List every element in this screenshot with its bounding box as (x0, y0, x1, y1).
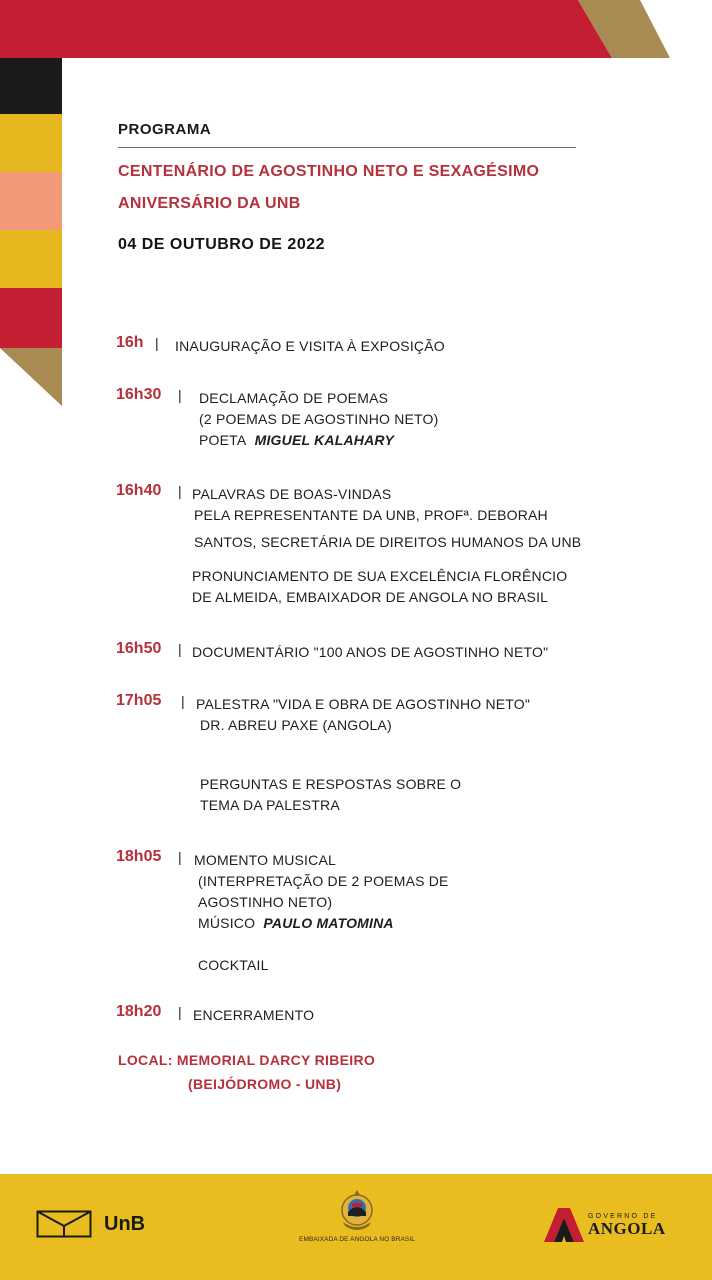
stripe-salmon (0, 172, 62, 230)
description-line: SANTOS, SECRETÁRIA DE DIREITOS HUMANOS DA UNB (194, 534, 582, 550)
performer-role: POETA (199, 432, 247, 448)
schedule-time: 16h (116, 334, 144, 351)
extra-line: DE ALMEIDA, EMBAIXADOR DE ANGOLA NO BRASIL (192, 589, 549, 605)
time-separator: | (155, 335, 159, 351)
schedule-description (193, 1005, 314, 1026)
governo-angola-text (588, 1213, 666, 1237)
time-separator: | (178, 849, 182, 865)
time-separator: | (178, 641, 182, 657)
time-separator: | (178, 387, 182, 403)
description-line: DECLAMAÇÃO DE POEMAS (199, 390, 389, 406)
schedule-extra (198, 955, 269, 976)
extra-line: COCKTAIL (198, 957, 269, 973)
performer-line (194, 913, 449, 934)
schedule-description (196, 694, 530, 736)
event-title-line-1: CENTENÁRIO DE AGOSTINHO NETO E SEXAGÉSIMO (118, 163, 540, 180)
schedule-time: 18h05 (116, 848, 162, 865)
location-line-1: LOCAL: MEMORIAL DARCY RIBEIRO (118, 1052, 376, 1068)
unb-logo (36, 1210, 145, 1238)
schedule-time: 17h05 (116, 692, 162, 709)
footer-logo-bar (0, 1174, 712, 1280)
embassy-logo (292, 1188, 422, 1243)
description-line: PELA REPRESENTANTE DA UNB, PROFª. DEBORAH (194, 507, 548, 523)
programa-label: PROGRAMA (118, 121, 212, 138)
stripe-red (0, 288, 62, 348)
schedule-extra (200, 774, 461, 816)
description-line: MOMENTO MUSICAL (194, 852, 336, 868)
schedule-description (175, 336, 445, 357)
performer-role: MÚSICO (198, 915, 256, 931)
top-color-band (0, 0, 712, 58)
performer-name: MIGUEL KALAHARY (254, 432, 394, 448)
description-line: (INTERPRETAÇÃO DE 2 POEMAS DE (198, 873, 449, 889)
schedule-time: 16h30 (116, 386, 162, 403)
stripe-black (0, 58, 62, 114)
embassy-label: EMBAIXADA DE ANGOLA NO BRASIL (299, 1236, 415, 1243)
schedule-description (199, 388, 439, 451)
extra-line: TEMA DA PALESTRA (200, 797, 340, 813)
stripe-gold-triangle (0, 348, 62, 406)
schedule-time: 18h20 (116, 1003, 162, 1020)
schedule-description (192, 642, 548, 663)
side-color-stripes (0, 58, 62, 406)
governo-angola-emblem-icon (544, 1206, 584, 1244)
header-divider (118, 147, 576, 148)
extra-line: PERGUNTAS E RESPOSTAS SOBRE O (200, 776, 462, 792)
description-line: DR. ABREU PAXE (ANGOLA) (200, 717, 392, 733)
performer-line (199, 430, 439, 451)
schedule-description (192, 484, 581, 553)
description-line: DOCUMENTÁRIO "100 ANOS DE AGOSTINHO NETO" (192, 644, 549, 660)
description-line: (2 POEMAS DE AGOSTINHO NETO) (199, 411, 439, 427)
unb-envelope-icon (36, 1210, 92, 1238)
angola-coat-of-arms-icon (337, 1188, 377, 1234)
governo-label: GOVERNO DE (588, 1213, 658, 1220)
description-line: INAUGURAÇÃO E VISITA À EXPOSIÇÃO (175, 338, 445, 354)
schedule-extra (192, 566, 567, 608)
event-location (118, 1048, 375, 1096)
governo-angola-logo (544, 1206, 666, 1244)
stripe-yellow-1 (0, 114, 62, 172)
event-title-line-2: ANIVERSÁRIO DA UNB (118, 195, 301, 212)
description-line: AGOSTINHO NETO) (198, 894, 333, 910)
unb-label: UnB (104, 1212, 146, 1235)
time-separator: | (178, 1004, 182, 1020)
description-line: PALESTRA "VIDA E OBRA DE AGOSTINHO NETO" (196, 696, 531, 712)
schedule-time: 16h50 (116, 640, 162, 657)
description-line: PALAVRAS DE BOAS-VINDAS (192, 486, 392, 502)
stripe-yellow-2 (0, 230, 62, 288)
location-line-2: (BEIJÓDROMO - UNB) (188, 1076, 342, 1092)
performer-name: PAULO MATOMINA (263, 915, 394, 931)
schedule-time: 16h40 (116, 482, 162, 499)
description-line: ENCERRAMENTO (193, 1007, 315, 1023)
event-date: 04 DE OUTUBRO DE 2022 (118, 236, 326, 253)
time-separator: | (181, 693, 185, 709)
schedule-description (194, 850, 449, 934)
top-band-red (0, 0, 612, 58)
angola-label: ANGOLA (588, 1219, 666, 1238)
time-separator: | (178, 483, 182, 499)
extra-line: PRONUNCIAMENTO DE SUA EXCELÊNCIA FLORÊNCIO (192, 568, 568, 584)
